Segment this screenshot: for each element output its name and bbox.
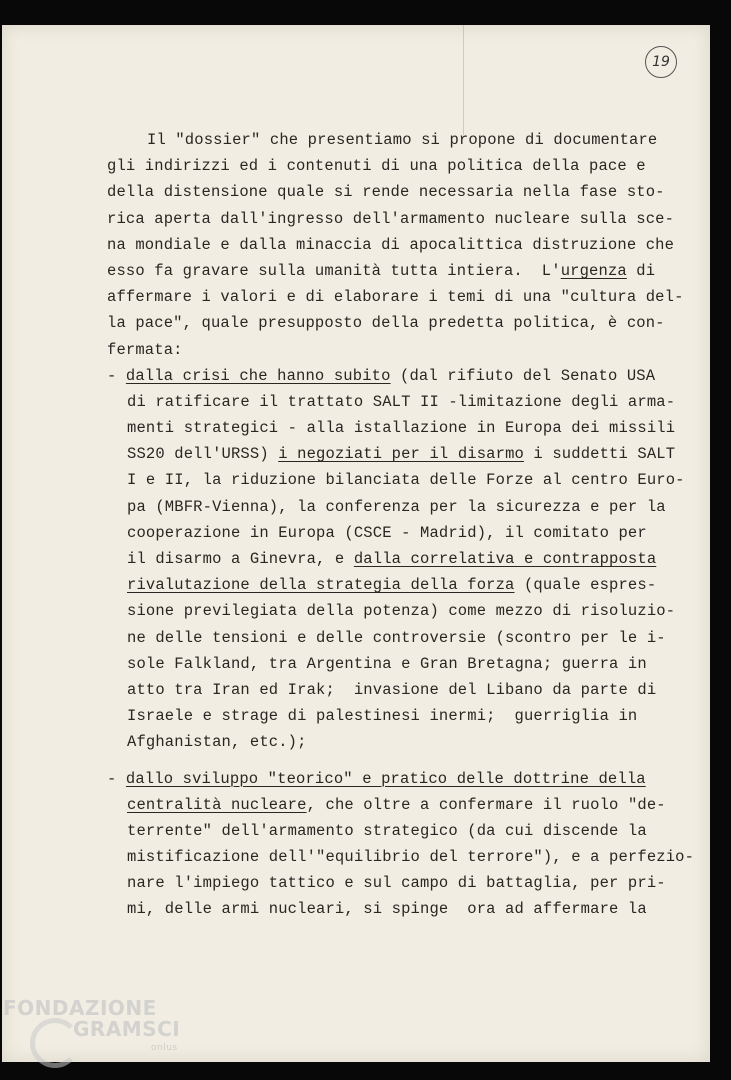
text-line: atto tra Iran ed Irak; invasione del Libano da parte di xyxy=(127,680,657,699)
underlined-text: i negoziati per il disarmo xyxy=(278,445,524,464)
text-line: rica aperta dall'ingresso dell'armamento nucleare sulla sce- xyxy=(107,209,675,228)
text-line: gli indirizzi ed i contenuti di una politica della pace e xyxy=(107,157,646,176)
text-line: affermare i valori e di elaborare i temi di una "cultura del- xyxy=(107,288,684,307)
text-segment: i suddetti SALT xyxy=(523,445,676,464)
text-line: menti strategici - alla istallazione in Europa dei missili xyxy=(127,419,676,438)
text-line xyxy=(107,572,707,598)
text-line: Il "dossier" che presentiamo si propone di documentare xyxy=(147,131,658,149)
list-item-first-line xyxy=(107,766,707,792)
text-line xyxy=(107,546,707,572)
page-number-stamp: 19 xyxy=(645,46,677,78)
text-segment: il disarmo a Ginevra, e xyxy=(127,550,354,568)
text-line xyxy=(107,441,707,467)
text-line: della distensione quale si rende necessaria nella fase sto- xyxy=(107,183,665,202)
text-line: mistificazione dell'"equilibrio del terrore"), e a perfezio- xyxy=(127,848,695,867)
text-segment: SS20 dell'URSS) xyxy=(127,445,279,464)
text-line: Afghanistan, etc.); xyxy=(127,733,307,752)
underlined-text: dallo sviluppo "teorico" e pratico delle dottrine della xyxy=(125,769,646,788)
text-line: na mondiale e dalla minaccia di apocalittica distruzione che xyxy=(107,235,675,254)
text-line: di ratificare il trattato SALT II -limitazione degli arma- xyxy=(127,392,676,411)
text-line: cooperazione in Europa (CSCE - Madrid), il comitato per xyxy=(127,523,647,542)
text-line: fermata: xyxy=(107,340,183,359)
paper-fold xyxy=(463,25,464,135)
text-segment: di xyxy=(626,261,656,280)
underlined-text: centralità nucleare xyxy=(127,795,307,814)
text-line xyxy=(107,792,707,818)
underlined-text: rivalutazione della strategia della forza xyxy=(127,576,515,595)
text-segment: , che oltre a confermare il ruolo "de- xyxy=(306,795,666,814)
text-line: sole Falkland, tra Argentina e Gran Bretagna; guerra in xyxy=(127,654,647,673)
watermark-onlus: onlus xyxy=(151,1043,178,1053)
text-line: I e II, la riduzione bilanciata delle Forze al centro Euro- xyxy=(127,471,685,490)
text-segment: (dal rifiuto del Senato USA xyxy=(390,366,656,385)
text-line: ne delle tensioni e delle controversie (scontro per le i- xyxy=(127,628,666,647)
watermark-line2: GRAMSCI xyxy=(73,1017,181,1041)
list-dash: - xyxy=(107,366,126,385)
text-line: terrente" dell'armamento strategico (da cui discende la xyxy=(127,821,647,840)
list-dash: - xyxy=(107,769,126,788)
text-segment: (quale espres- xyxy=(514,576,657,595)
text-segment: esso fa gravare sulla umanità tutta intiera. L' xyxy=(107,261,561,280)
text-line: nare l'impiego tattico e sul campo di battaglia, per pri- xyxy=(127,874,666,893)
underlined-text: urgenza xyxy=(560,261,627,280)
text-line xyxy=(107,258,707,284)
watermark xyxy=(3,996,181,1053)
text-line: sione previlegiata della potenza) come mezzo di risoluzio- xyxy=(127,602,676,621)
list-item-first-line xyxy=(107,363,707,389)
text-line: Israele e strage di palestinesi inermi; guerriglia in xyxy=(127,707,638,726)
text-line: pa (MBFR-Vienna), la conferenza per la sicurezza e per la xyxy=(127,497,666,516)
typewritten-text xyxy=(107,127,707,923)
text-line: la pace", quale presupposto della predetta politica, è con- xyxy=(107,314,665,333)
text-line: mi, delle armi nucleari, si spinge ora ad affermare la xyxy=(127,900,647,919)
underlined-text: dalla correlativa e contrapposta xyxy=(353,550,657,568)
watermark-line1: FONDAZIONE xyxy=(3,996,157,1020)
underlined-text: dalla crisi che hanno subito xyxy=(125,366,391,385)
